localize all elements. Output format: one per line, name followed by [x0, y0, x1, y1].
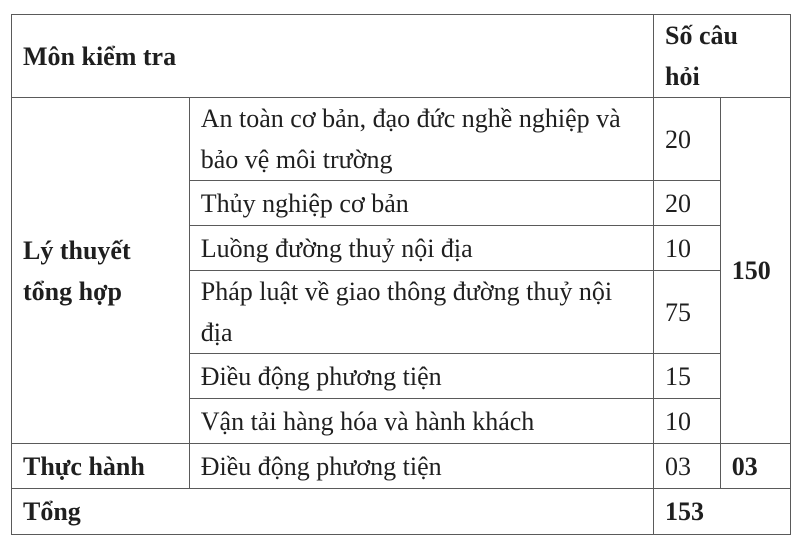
practice-row — [12, 444, 791, 489]
count-cell: 20 — [653, 181, 720, 226]
count-cell: 15 — [653, 354, 720, 399]
topic-cell: Pháp luật về giao thông đường thuỷ nội địa — [189, 271, 653, 354]
count-cell: 75 — [653, 271, 720, 354]
exam-structure-table — [11, 14, 791, 535]
header-subject: Môn kiểm tra — [12, 15, 654, 98]
count-cell: 10 — [653, 399, 720, 444]
table-row — [12, 98, 791, 181]
topic-cell: Điều động phương tiện — [189, 354, 653, 399]
sum-value: 153 — [653, 489, 790, 535]
topic-cell: Vận tải hàng hóa và hành khách — [189, 399, 653, 444]
count-cell: 10 — [653, 226, 720, 271]
table-header-row — [12, 15, 791, 98]
sum-label: Tổng — [12, 489, 654, 535]
count-cell: 03 — [653, 444, 720, 489]
header-question-count: Số câu hỏi — [653, 15, 790, 98]
practice-label: Thực hành — [12, 444, 190, 489]
topic-cell: An toàn cơ bản, đạo đức nghề nghiệp và bảo vệ môi trường — [189, 98, 653, 181]
theory-label: Lý thuyết tổng hợp — [12, 98, 190, 444]
practice-total: 03 — [720, 444, 790, 489]
count-cell: 20 — [653, 98, 720, 181]
sum-row — [12, 489, 791, 535]
topic-cell: Điều động phương tiện — [189, 444, 653, 489]
topic-cell: Luồng đường thuỷ nội địa — [189, 226, 653, 271]
theory-total: 150 — [720, 98, 790, 444]
topic-cell: Thủy nghiệp cơ bản — [189, 181, 653, 226]
